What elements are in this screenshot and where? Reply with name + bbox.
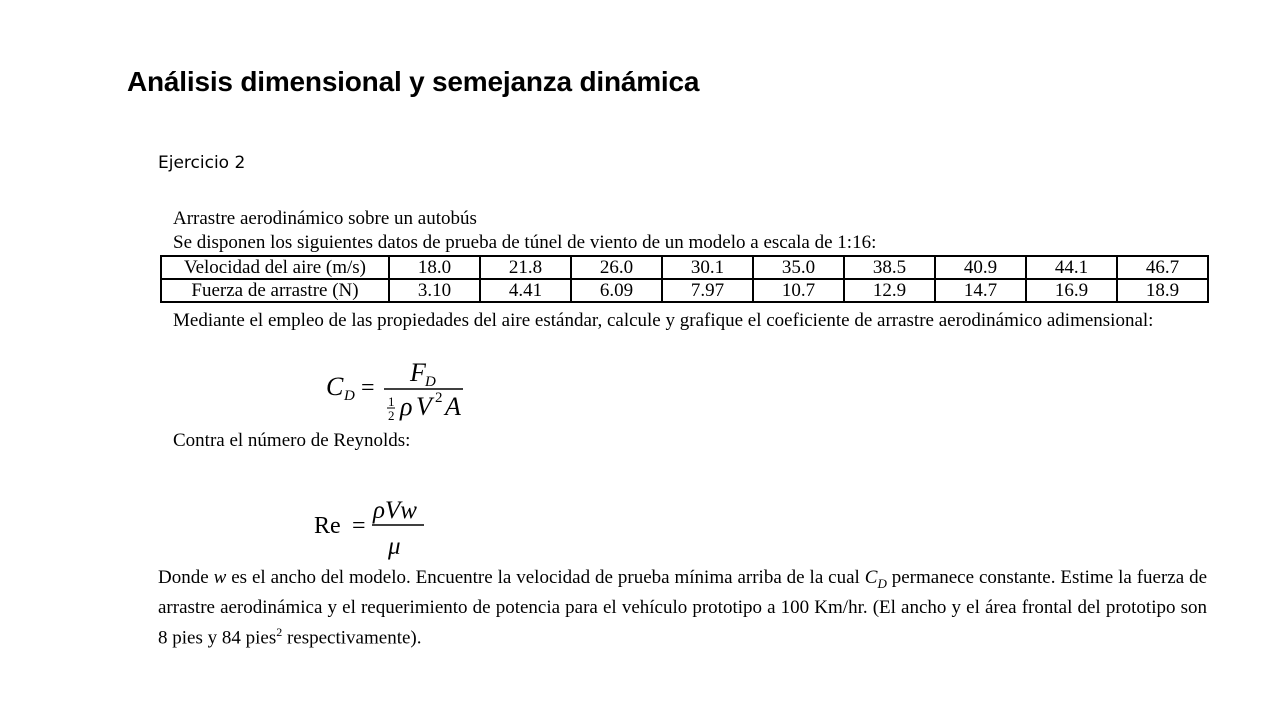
reynolds-equation — [312, 492, 432, 564]
final-text-4: respectivamente). — [282, 627, 422, 649]
drag-force-value: 6.09 — [571, 279, 662, 302]
re-numerator: ρVw — [373, 497, 417, 524]
wind-tunnel-data-table — [160, 255, 1209, 303]
cd-inline-subscript: D — [877, 575, 887, 591]
fd-subscript: D — [425, 374, 436, 390]
fd-numerator: F — [410, 358, 426, 387]
final-text-3: permanece constante. Estime la fuerza de arrastre aerodinámica y el requerimiento de potencia para el vehículo prototipo a 100 Km/hr. (El ancho y el área frontal del prototipo son 8 pies y 84 pies — [158, 567, 1208, 649]
drag-force-value: 4.41 — [480, 279, 571, 302]
final-paragraph — [158, 566, 1207, 650]
drag-coefficient-equation — [318, 355, 478, 423]
drag-force-label: Fuerza de arrastre (N) — [161, 279, 389, 302]
reynolds-text: Contra el número de Reynolds: — [173, 430, 411, 451]
drag-force-value: 3.10 — [389, 279, 480, 302]
drag-force-value: 12.9 — [844, 279, 935, 302]
equals-sign: = — [352, 513, 366, 539]
area-exponent: 2 — [276, 624, 283, 639]
velocity-exponent: 2 — [435, 390, 443, 406]
velocity-value: 35.0 — [753, 256, 844, 279]
slide-title: Análisis dimensional y semejanza dinámica — [127, 66, 700, 97]
problem-intro: Se disponen los siguientes datos de prueba de túnel de viento de un modelo a escala de 1:16: — [173, 232, 877, 253]
final-text-1: Donde — [158, 567, 214, 588]
velocity-value: 38.5 — [844, 256, 935, 279]
final-text-2: es el ancho del modelo. Encuentre la velocidad de prueba mínima arriba de la cual — [226, 567, 865, 588]
rho-symbol: ρ — [400, 392, 413, 421]
drag-force-value: 18.9 — [1117, 279, 1208, 302]
cd-inline-symbol: C — [864, 567, 878, 588]
mu-symbol: μ — [388, 533, 401, 560]
velocity-value: 26.0 — [571, 256, 662, 279]
velocity-symbol: V — [416, 392, 432, 421]
half-denominator: 2 — [388, 408, 395, 423]
drag-force-value: 7.97 — [662, 279, 753, 302]
width-symbol: w — [213, 567, 227, 588]
exercise-label: Ejercicio 2 — [158, 153, 246, 173]
velocity-value: 30.1 — [662, 256, 753, 279]
velocity-value: 46.7 — [1117, 256, 1208, 279]
instruction-paragraph: Mediante el empleo de las propiedades del aire estándar, calcule y grafique el coeficiente de arrastre aerodinámico adimensional: — [173, 310, 1154, 331]
velocity-label: Velocidad del aire (m/s) — [161, 256, 389, 279]
velocity-value: 21.8 — [480, 256, 571, 279]
area-symbol: A — [445, 392, 461, 421]
cd-lhs-subscript: D — [344, 388, 355, 404]
velocity-value: 40.9 — [935, 256, 1026, 279]
re-lhs-symbol: Re — [314, 513, 341, 539]
velocity-value: 44.1 — [1026, 256, 1117, 279]
drag-force-value: 16.9 — [1026, 279, 1117, 302]
velocity-value: 18.0 — [389, 256, 480, 279]
problem-heading: Arrastre aerodinámico sobre un autobús — [173, 208, 477, 229]
drag-force-value: 14.7 — [935, 279, 1026, 302]
velocity-row — [161, 256, 1208, 279]
cd-lhs-symbol: C — [326, 372, 344, 401]
half-numerator: 1 — [388, 394, 395, 409]
drag-force-row — [161, 279, 1208, 302]
drag-force-value: 10.7 — [753, 279, 844, 302]
equals-sign: = — [361, 375, 375, 401]
